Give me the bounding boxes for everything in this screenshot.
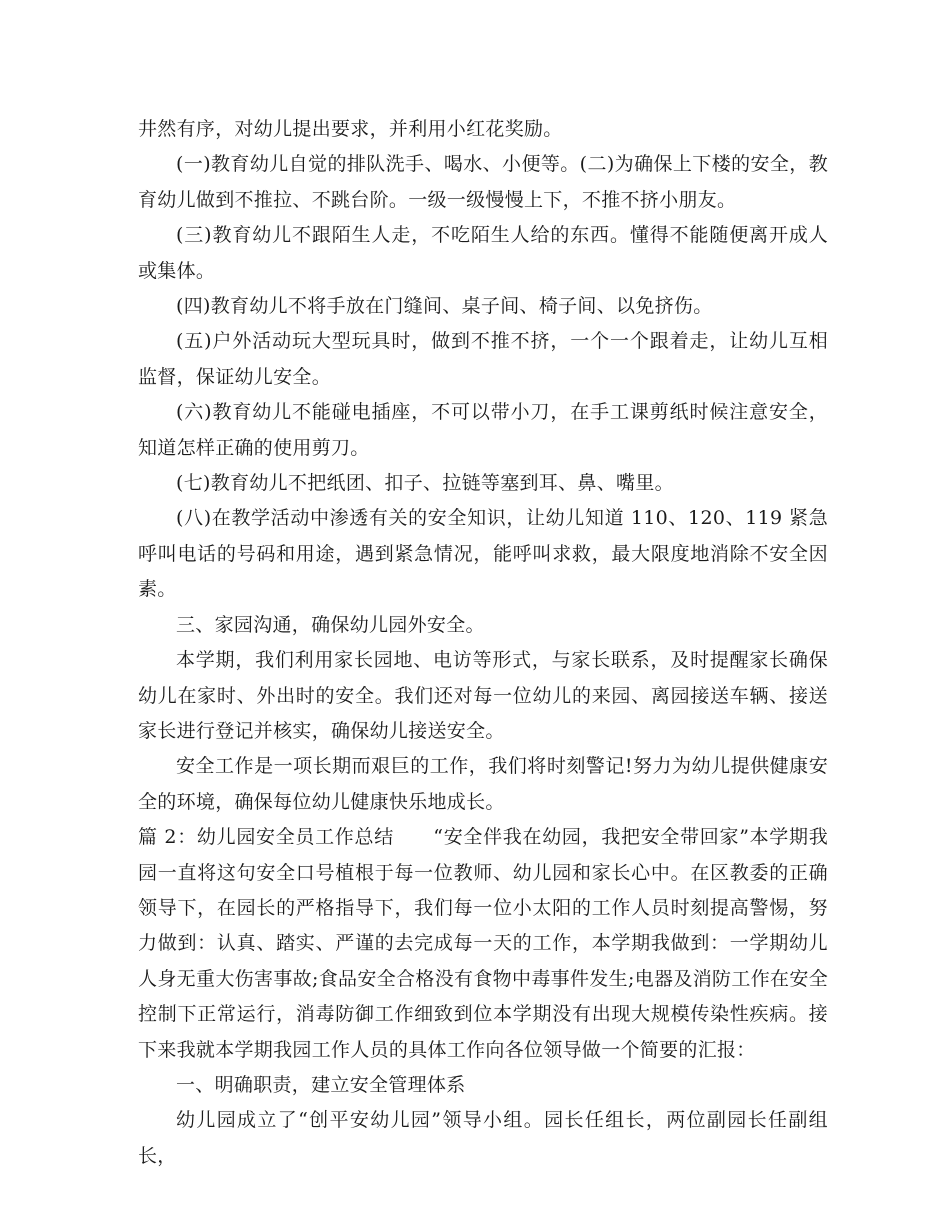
paragraph-2: (一)教育幼儿自觉的排队洗手、喝水、小便等。(二)为确保上下楼的安全，教育幼儿做到不推拉、不跳台阶。一级一级慢慢上下，不推不挤小朋友。 [138,153,828,211]
paragraph-5: (五)户外活动玩大型玩具时，做到不推不挤，一个一个跟着走，让幼儿互相监督，保证幼儿安全。 [138,330,828,388]
paragraph-14: 幼儿园成立了“创平安幼儿园”领导小组。园长任组长，两位副园长任副组长， [138,1109,828,1167]
paragraph-7: (七)教育幼儿不把纸团、扣子、拉链等塞到耳、鼻、嘴里。 [176,472,674,495]
paragraph-1: 井然有序，对幼儿提出要求，并利用小红花奖励。 [138,118,563,140]
paragraph-3: (三)教育幼儿不跟陌生人走，不吃陌生人给的东西。懂得不能随便离开成人或集体。 [138,224,828,282]
section-heading-3: 三、家园沟通，确保幼儿园外安全。 [176,613,485,636]
document-body [138,112,828,1174]
article-2-intro: 篇 2：幼儿园安全员工作总结 “安全伴我在幼园，我把安全带回家”本学期我园一直将这句安全口号植根于每一位教师、幼儿园和家长心中。在区教委的正确领导下，在园长的严格指导下，我们每一位小太阳的工作人员时刻提高警惕，努力做到：认真、踏实、严谨的去完成每一天的工作，本学期我做到：一学期幼儿人身无重大伤害事故;食品安全合格没有食物中毒事件发生;电器及消防工作在安全控制下正常运行，消毒防御工作细致到位本学期没有出现大规模传染性疾病。接下来我就本学期我园工作人员的具体工作向各位领导做一个简要的汇报： [138,826,828,1061]
paragraph-10: 本学期，我们利用家长园地、电访等形式，与家长联系，及时提醒家长确保幼儿在家时、外出时的安全。我们还对每一位幼儿的来园、离园接送车辆、接送家长进行登记并核实，确保幼儿接送安全。 [138,649,828,742]
paragraph-11: 安全工作是一项长期而艰巨的工作，我们将时刻警记!努力为幼儿提供健康安全的环境，确保每位幼儿健康快乐地成长。 [138,755,828,813]
section-heading-1: 一、明确职责，建立安全管理体系 [176,1073,466,1096]
paragraph-8: (八)在教学活动中渗透有关的安全知识，让幼儿知道 110、120、119 紧急呼叫电话的号码和用途，遇到紧急情况，能呼叫求救，最大限度地消除不安全因素。 [138,507,828,601]
paragraph-4: (四)教育幼儿不将手放在门缝间、桌子间、椅子间、以免挤伤。 [176,295,713,318]
paragraph-6: (六)教育幼儿不能碰电插座，不可以带小刀，在手工课剪纸时候注意安全，知道怎样正确的使用剪刀。 [138,401,828,459]
